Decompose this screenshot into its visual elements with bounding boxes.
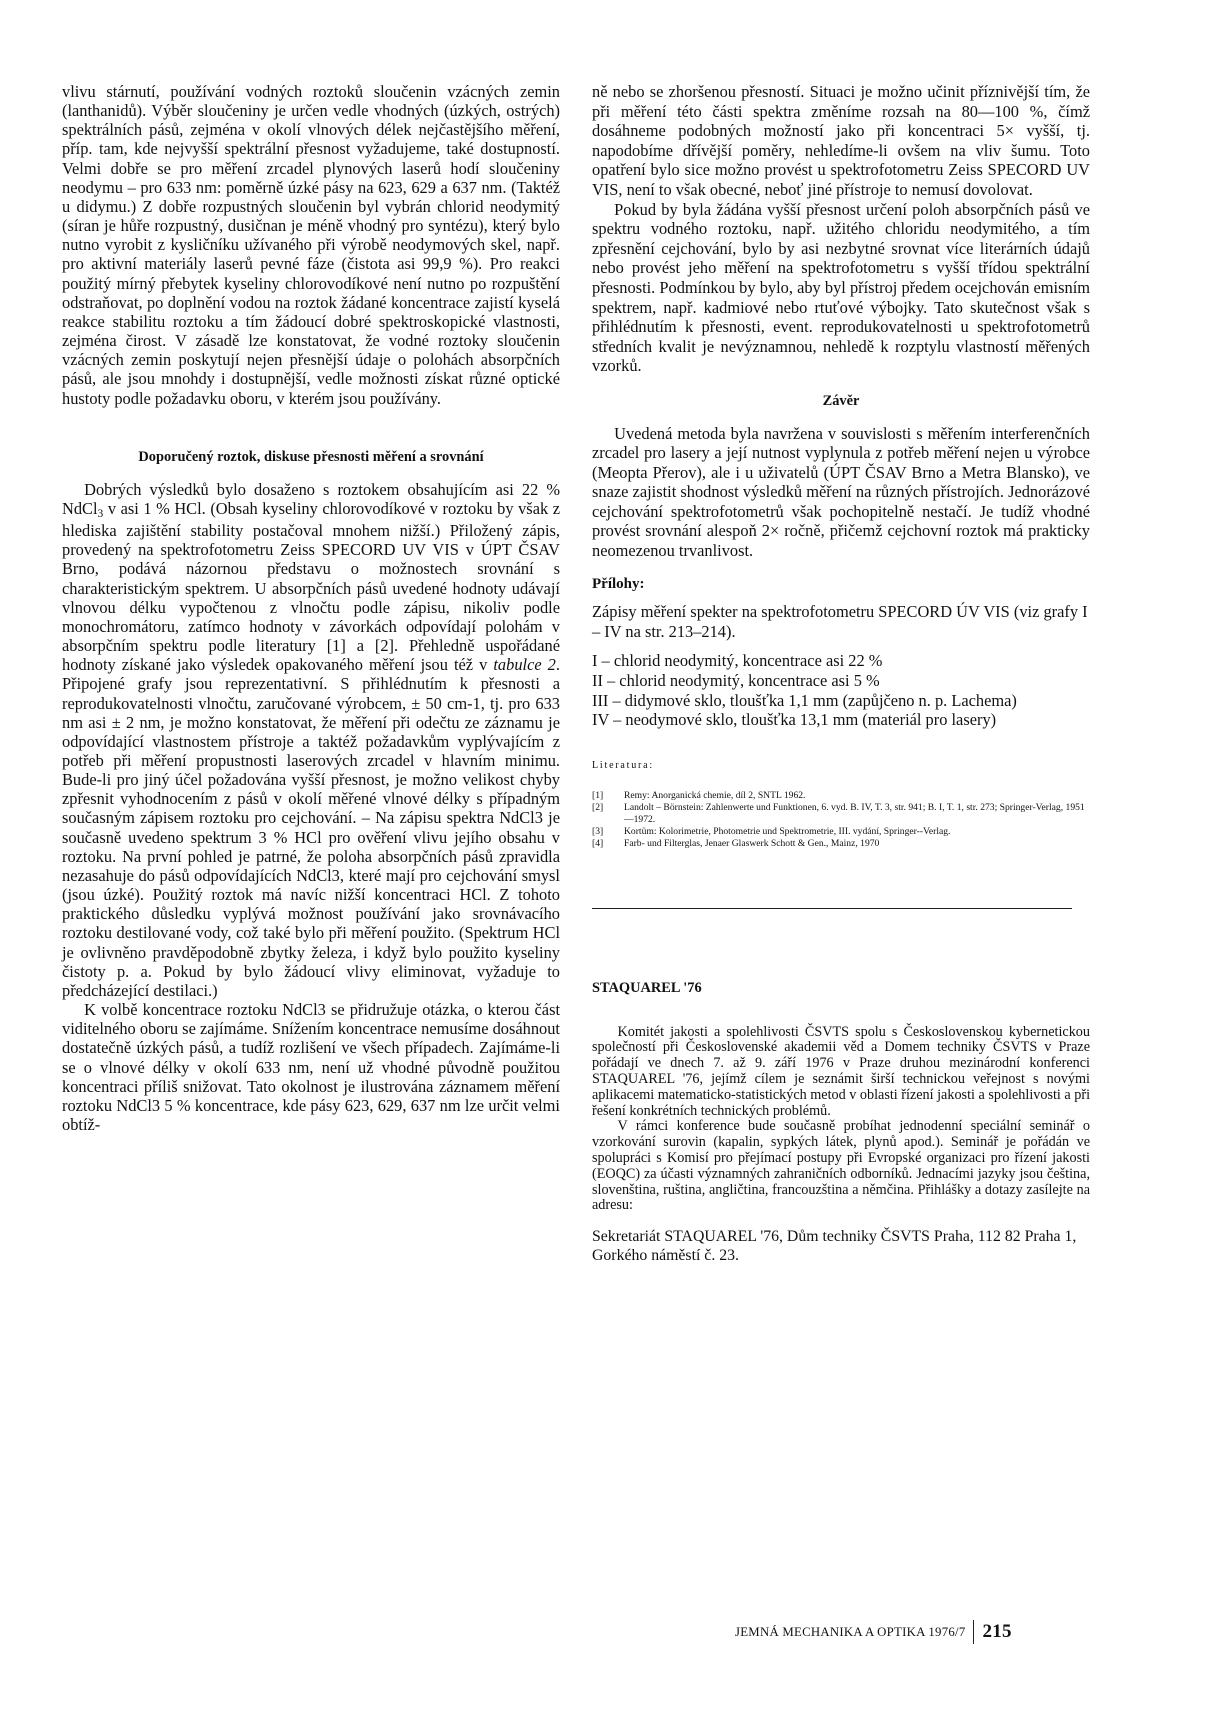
attachments-intro: Zápisy měření spekter na spektrofotometru SPECORD ÚV VIS (viz grafy I – IV na str. 213–214). [592, 602, 1088, 641]
paragraph-intro: vlivu stárnutí, používání vodných roztoků sloučenin vzácných zemin (lanthanidů). Výběr sloučeniny je určen vedle vhodných (úzkých, ostrých) spektrálních pásů, zejména v okolí vlnových délek nejčastějšího měření, příp. tam, kde nejvyšší spektrální přesnost vyžadujeme, také dostupností. Velmi dobře se pro měření zrcadel plynových laserů hodí sloučeniny neodymu – pro 633 nm: poměrně úzké pásy na 623, 629 a 637 nm. (Taktéž u didymu.) Z dobře rozpustných sloučenin byl vybrán chlorid neodymitý (síran je hůře rozpustný, dusičnan je méně vhodný pro syntézu), který bylo nutno vyrobit z kysličníku užívaného při výrobě neodymových skel, např. pro aktivní materiály laserů pevné fáze (čistota asi 99,9 %). Pro reakci použitý mírný přebytek kyseliny chlorovodíkové není nutno po rozpuštění odstraňovat, po doplnění vodou na roztok žádané koncentrace zajistí kyselá reakce stabilitu roztoku a tím žádoucí dobré spektroskopické vlastnosti, zejména čirost. V zásadě lze konstatovat, že vodné roztoky sloučenin vzácných zemin poskytují nejen přesnější údaje o polohách absorpčních pásů, ale jsou mnohdy i dostupnější, vedle možnosti získat různé optické hustoty podle požadavku oboru, v kterém jsou používány. [62, 82, 560, 408]
section-heading: Doporučený roztok, diskuse přesnosti měření a srovnání [138, 448, 484, 465]
footer-separator [973, 1620, 974, 1644]
attachments-list [592, 651, 1090, 729]
attachments-heading: Přílohy: [592, 575, 645, 592]
journal-name: JEMNÁ MECHANIKA A OPTIKA 1976/7 [735, 1624, 966, 1639]
reference-item: [4] Farb- und Filterglas, Jenaer Glaswerk Schott & Gen., Mainz, 1970 [592, 837, 880, 849]
paragraph-concentration: K volbě koncentrace roztoku NdCl3 se přidružuje otázka, o kterou část viditelného oboru se zajímáme. Snížením koncentrace nemusíme dosáhnout dostatečně úzkých pásů, a tudíž rozlišení ve všech případech. Zajímáme-li se o vlnové délky v okolí 633 nm, není už vhodné původně použitou koncentraci příliš snižovat. Tato okolnost je ilustrována záznamem měření roztoku NdCl3 5 % koncentrace, kde pásy 623, 629, 637 nm lze určit velmi obtíž- [62, 1000, 560, 1134]
staquarel-notice [592, 981, 1090, 1265]
attachment-item: I – chlorid neodymitý, koncentrace asi 22 % [592, 651, 883, 671]
staquarel-address: Sekretariát STAQUAREL '76, Dům techniky ČSVTS Praha, 112 82 Praha 1, Gorkého náměstí č. 23. [592, 1228, 1077, 1264]
reference-item: [3] Kortüm: Kolorimetrie, Photometrie und Spektrometrie, III. vydání, Springer--Verlag. [592, 825, 951, 837]
page-footer [735, 1620, 1012, 1644]
paragraph-recommended-solution: Dobrých výsledků bylo dosaženo s roztokem obsahujícím asi 22 % NdCl$_3$ v asi 1 % HCl. (Obsah kyseliny chlorovodíkové v roztoku by však z hlediska zajištění stability postačoval mnohem nižší.) Přiložený zápis, provedený na spektrofotometru Zeiss SPECORD UV VIS v ÚPT ČSAV Brno, podává názornou představu o možnostech srovnání s charakteristickým spektrem. U absorpčních pásů uvedené hodnoty udávají vlnovou délku vypočtenou z vlnočtu podle zápisu, nikoliv podle monochromátoru, zatímco hodnoty v závorkách odpovídají polohám v absorpčním spektru podle literatury [1] a [2]. Přehledně uspořádané hodnoty získané jako výsledek opakovaného měření jsou též v tabulce 2. Připojené grafy jsou reprezentativní. S přihlédnutím k přesnosti a reprodukovatelnosti vlnočtu, zaručované výrobcem, ± 50 cm-1, tj. pro 633 nm asi ± 2 nm, je možno konstatovat, že měření při odečtu ze záznamu je odpovídající vlastnostem přístroje a taktéž požadavkům vyplývajícím z potřeb při měření propustnosti laserových zrcadel v hlavním minimu. Bude-li pro jiný účel požadována vyšší přesnost, je možno velikost chyby zpřesnit vyhodnocením z pásů v okolí měřené vlnové délky s případným současným zápisem roztoku pro cejchování. – Na zápisu spektra NdCl3 je současně uvedeno spektrum 3 % HCl pro ověření vlivu jejího obsahu v roztoku. Na první pohled je patrné, že poloha absorpčních pásů zpravidla nezasahuje do pásů odpovídajících NdCl3, které mají pro cejchování smysl (jsou úzké). Použitý roztok má navíc nižší koncentraci HCl. Z tohoto praktického důsledku vyplývá možnost používání jako srovnávacího roztoku destilované vody, což také bylo při měření použito. (Spektrum HCl je ovlivněno pravděpodobně zbytky železa, i když bylo použito kyseliny čistoty p. a. Pokud by bylo žádoucí vlivy eliminovat, vyžaduje to předcházející destilaci.) [62, 479, 560, 1000]
attachment-item: IV – neodymové sklo, tloušťka 13,1 mm (materiál pro lasery) [592, 710, 997, 730]
staquarel-paragraph: Komitét jakosti a spolehlivosti ČSVTS spolu s Československou kybernetickou společností při Československé akademii věd a Domem techniky ČSVTS v Praze pořádají ve dnech 7. až 9. září 1976 v Praze druhou mezinárodní konferenci STAQUAREL '76, jejímž cílem je seznámit širší technickou veřejnost s novými aplikacemi matematicko-statistických metod v oblasti řízení jakosti a spolehlivosti a při řešení konkrétních technických problémů. [592, 1023, 1091, 1119]
references [592, 760, 1090, 850]
staquarel-title: STAQUAREL '76 [592, 979, 702, 996]
right-column [592, 82, 1090, 1265]
attachment-item: II – chlorid neodymitý, koncentrace asi 5 % [592, 671, 880, 691]
paragraph-conclusion: Uvedená metoda byla navržena v souvislosti s měřením interferenčních zrcadel pro lasery a její nutnost vyplynula z potřeb měření nejen u výrobce (Meopta Přerov), ale i u uživatelů (ÚPT ČSAV Brno a Metra Blansko), ve snaze zajistit shodnost výsledků měření na různých přístrojích. Jednorázové cejchování spektrofotometrů však pochopitelně nestačí. Je tudíž vhodné provést srovnání alespoň 2× ročně, přičemž cejchovní roztok má prakticky neomezenou trvanlivost. [592, 423, 1090, 561]
conclusion-heading: Závěr [822, 392, 860, 409]
paragraph-precision: Pokud by byla žádána vyšší přesnost určení poloh absorpčních pásů ve spektru vodného roztoku, např. užitého chloridu neodymitého, a tím zpřesnění cejchování, bylo by asi nezbytné srovnat více literárních údajů nebo provést jeho měření na spektrofotometru s vyšší třídou spektrální přesnosti. Podmínkou by bylo, aby byl přístroj předem ocejchován emisním spektrem, např. kadmiové nebo rtuťové výbojky. Tato skutečnost však s přihlédnutím k přesnosti, event. reprodukovatelnosti u spektrofotometrů středních kvalit je nevýznamnou, nehledě k rozptylu vlastností měřených vzorků. [592, 199, 1090, 376]
left-column [62, 82, 560, 1134]
reference-item: [1] Remy: Anorganická chemie, díl 2, SNTL 1962. [592, 789, 806, 801]
page-number: 215 [982, 1621, 1012, 1642]
references-title: Literatura: [592, 759, 654, 771]
section-divider [592, 908, 1072, 909]
reference-item: [2] Landolt – Börnstein: Zahlenwerte und Funktionen, 6. vyd. B. IV, T. 3, str. 941; B. I, T. 1, str. 273; Springer-Verlag, 1951—1972. [592, 801, 1085, 825]
attachment-item: III – didymové sklo, tloušťka 1,1 mm (zapůjčeno n. p. Lachema) [592, 690, 1017, 710]
paragraph-continuation: ně nebo se zhoršenou přesností. Situaci je možno učinit příznivější tím, že při měření této části spektra změníme rozsah na 80—100 %, čímž dosáhneme podobných možností jako při koncentraci 5× vyšší, tj. napodobíme dřívější poměry, nehledíme-li ovšem na vliv šumu. Toto opatření bylo sice možno provést u spektrofotometru Zeiss SPECORD UV VIS, není to však obecné, neboť jiné přístroje to nemusí dovolovat. [592, 82, 1090, 199]
staquarel-paragraph: V rámci konference bude současně probíhat jednodenní speciální seminář o vzorkování surovin (kapalin, sypkých látek, plynů apod.). Seminář je pořádán ve spolupráci s Komisí pro přejímací postupy při Evropské organizaci pro řízení jakosti (EOQC) za účasti významných zahraničních odborníků. Jednacími jazyky jsou čeština, slovenština, ruština, angličtina, francouzština a němčina. Přihlášky a dotazy zasílejte na adresu: [592, 1118, 1090, 1214]
